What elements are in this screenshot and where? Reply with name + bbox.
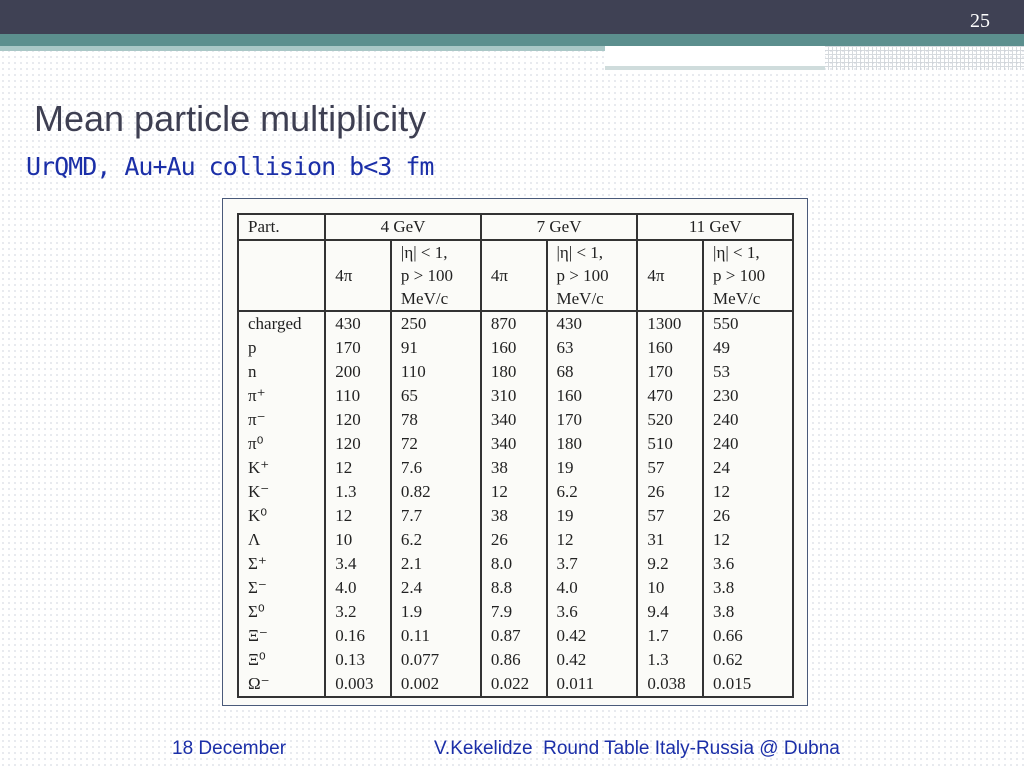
- table-cell: 4.0: [325, 576, 391, 600]
- table-image-frame: [222, 198, 808, 706]
- table-cell: 3.8: [703, 576, 793, 600]
- table-cell: 31: [637, 528, 703, 552]
- table-cell: 0.003: [325, 672, 391, 697]
- table-cell: 430: [547, 311, 638, 336]
- table-cell: 0.11: [391, 624, 481, 648]
- accent-stripe-light: [0, 46, 605, 51]
- table-cell: 200: [325, 360, 391, 384]
- particle-name: Ξ⁰: [238, 648, 325, 672]
- table-cell: 1.9: [391, 600, 481, 624]
- table-cell: 12: [325, 504, 391, 528]
- table-cell: 120: [325, 432, 391, 456]
- table-cell: 38: [481, 456, 547, 480]
- table-cell: 3.6: [703, 552, 793, 576]
- particle-name: Ω⁻: [238, 672, 325, 697]
- table-cell: 12: [325, 456, 391, 480]
- particle-name: π⁻: [238, 408, 325, 432]
- subheader-cut: [547, 240, 638, 311]
- table-cell: 2.4: [391, 576, 481, 600]
- table-cell: 1.3: [637, 648, 703, 672]
- table-cell: 240: [703, 408, 793, 432]
- cut-line-3: MeV/c: [400, 289, 449, 308]
- table-cell: 6.2: [391, 528, 481, 552]
- table-cell: 1300: [637, 311, 703, 336]
- table-cell: 520: [637, 408, 703, 432]
- table-cell: 9.2: [637, 552, 703, 576]
- table-row: [238, 576, 793, 600]
- table-row: [238, 432, 793, 456]
- cut-line-1: |η| < 1,: [713, 243, 760, 262]
- table-cell: 49: [703, 336, 793, 360]
- table-cell: 65: [391, 384, 481, 408]
- table-cell: 12: [703, 528, 793, 552]
- table-cell: 180: [481, 360, 547, 384]
- table-cell: 110: [325, 384, 391, 408]
- table-cell: 0.077: [391, 648, 481, 672]
- table-cell: 240: [703, 432, 793, 456]
- table-cell: 110: [391, 360, 481, 384]
- table-row: [238, 336, 793, 360]
- table-cell: 24: [703, 456, 793, 480]
- cut-line-1: |η| < 1,: [556, 243, 604, 262]
- slide-subtitle: UrQMD, Au+Au collision b<3 fm: [26, 152, 434, 181]
- table-cell: 0.16: [325, 624, 391, 648]
- table-cell: 160: [481, 336, 547, 360]
- table-cell: 340: [481, 408, 547, 432]
- particle-name: Σ⁺: [238, 552, 325, 576]
- table-cell: 0.62: [703, 648, 793, 672]
- table-cell: 7.7: [391, 504, 481, 528]
- table-cell: 0.87: [481, 624, 547, 648]
- table-cell: 0.015: [703, 672, 793, 697]
- particle-name: p: [238, 336, 325, 360]
- table-cell: 72: [391, 432, 481, 456]
- table-cell: 7.6: [391, 456, 481, 480]
- table-cell: 0.42: [547, 624, 638, 648]
- table-cell: 26: [481, 528, 547, 552]
- table-cell: 0.66: [703, 624, 793, 648]
- table-cell: 1.3: [325, 480, 391, 504]
- table-cell: 9.4: [637, 600, 703, 624]
- table-cell: 0.038: [637, 672, 703, 697]
- particle-name: n: [238, 360, 325, 384]
- table-cell: 3.2: [325, 600, 391, 624]
- subheader-cut: [703, 240, 793, 311]
- table-row: [238, 672, 793, 697]
- table-row: [238, 648, 793, 672]
- table-cell: 0.82: [391, 480, 481, 504]
- table-cell: 510: [637, 432, 703, 456]
- table-row: [238, 552, 793, 576]
- table-cell: 230: [703, 384, 793, 408]
- energy-header-11gev: 11 GeV: [637, 214, 793, 240]
- subheader-4pi: 4π: [481, 240, 547, 311]
- table-cell: 26: [637, 480, 703, 504]
- table-cell: 10: [637, 576, 703, 600]
- table-cell: 57: [637, 504, 703, 528]
- particle-name: Σ⁻: [238, 576, 325, 600]
- table-row: [238, 600, 793, 624]
- cut-line-3: MeV/c: [713, 289, 761, 308]
- table-cell: 340: [481, 432, 547, 456]
- table-cell: 3.8: [703, 600, 793, 624]
- table-cell: 170: [325, 336, 391, 360]
- table-cell: 3.6: [547, 600, 638, 624]
- table-cell: 120: [325, 408, 391, 432]
- top-bar: [0, 0, 1024, 34]
- table-cell: 550: [703, 311, 793, 336]
- subheader-4pi: 4π: [637, 240, 703, 311]
- table-cell: 7.9: [481, 600, 547, 624]
- table-cell: 4.0: [547, 576, 638, 600]
- table-row: [238, 456, 793, 480]
- particle-name: Λ: [238, 528, 325, 552]
- energy-header-4gev: 4 GeV: [325, 214, 481, 240]
- table-cell: 430: [325, 311, 391, 336]
- table-cell: 12: [481, 480, 547, 504]
- table-cell: 3.7: [547, 552, 638, 576]
- footer-date: 18 December: [172, 738, 287, 759]
- particle-name: K⁰: [238, 504, 325, 528]
- particle-name: K⁻: [238, 480, 325, 504]
- table-row: [238, 624, 793, 648]
- subheader-4pi: 4π: [325, 240, 391, 311]
- table-cell: 0.002: [391, 672, 481, 697]
- table-row: [238, 528, 793, 552]
- table-cell: 63: [547, 336, 638, 360]
- table-cell: 0.86: [481, 648, 547, 672]
- table-row: [238, 480, 793, 504]
- particle-name: charged: [238, 311, 325, 336]
- table-cell: 53: [703, 360, 793, 384]
- part-header: Part.: [238, 214, 325, 240]
- particle-name: Ξ⁻: [238, 624, 325, 648]
- accent-stripe: [0, 34, 1024, 46]
- decorative-bar: [605, 46, 825, 70]
- multiplicity-table: [237, 213, 794, 698]
- table-row: [238, 360, 793, 384]
- particle-name: Σ⁰: [238, 600, 325, 624]
- table-header-row: [238, 214, 793, 240]
- subheader-cut: [391, 240, 481, 311]
- cut-line-2: p > 100: [556, 266, 609, 285]
- table-cell: 78: [391, 408, 481, 432]
- table-cell: 870: [481, 311, 547, 336]
- energy-header-7gev: 7 GeV: [481, 214, 638, 240]
- table-cell: 19: [547, 504, 638, 528]
- table-cell: 180: [547, 432, 638, 456]
- cut-line-3: MeV/c: [556, 289, 604, 308]
- table-cell: 10: [325, 528, 391, 552]
- table-cell: 160: [547, 384, 638, 408]
- table-row: [238, 504, 793, 528]
- table-cell: 470: [637, 384, 703, 408]
- cut-line-2: p > 100: [713, 266, 766, 285]
- table-cell: 160: [637, 336, 703, 360]
- table-cell: 0.022: [481, 672, 547, 697]
- table-cell: 3.4: [325, 552, 391, 576]
- table-cell: 170: [637, 360, 703, 384]
- table-cell: 57: [637, 456, 703, 480]
- table-cell: 8.0: [481, 552, 547, 576]
- table-body: [238, 311, 793, 697]
- table-cell: 26: [703, 504, 793, 528]
- table-cell: 6.2: [547, 480, 638, 504]
- cut-line-1: |η| < 1,: [400, 243, 448, 262]
- table-cell: 0.13: [325, 648, 391, 672]
- table-subheader-row: [238, 240, 793, 311]
- particle-name: K⁺: [238, 456, 325, 480]
- table-row: [238, 408, 793, 432]
- particle-name: π⁺: [238, 384, 325, 408]
- table-cell: 2.1: [391, 552, 481, 576]
- table-cell: 12: [703, 480, 793, 504]
- slide-title: Mean particle multiplicity: [34, 98, 427, 139]
- table-cell: 38: [481, 504, 547, 528]
- table-cell: 250: [391, 311, 481, 336]
- cut-line-2: p > 100: [400, 266, 454, 285]
- table-cell: 19: [547, 456, 638, 480]
- particle-name: π⁰: [238, 432, 325, 456]
- slide-number: 25: [970, 10, 990, 32]
- subheader-blank: [238, 240, 325, 311]
- table-cell: 0.011: [547, 672, 638, 697]
- table-cell: 1.7: [637, 624, 703, 648]
- table-cell: 12: [547, 528, 638, 552]
- table-cell: 310: [481, 384, 547, 408]
- table-row: [238, 384, 793, 408]
- table-cell: 91: [391, 336, 481, 360]
- table-cell: 0.42: [547, 648, 638, 672]
- table-cell: 170: [547, 408, 638, 432]
- table-row: [238, 311, 793, 336]
- table-cell: 68: [547, 360, 638, 384]
- footer-info: V.Kekelidze Round Table Italy-Russia @ Dubna: [434, 738, 840, 759]
- table-cell: 8.8: [481, 576, 547, 600]
